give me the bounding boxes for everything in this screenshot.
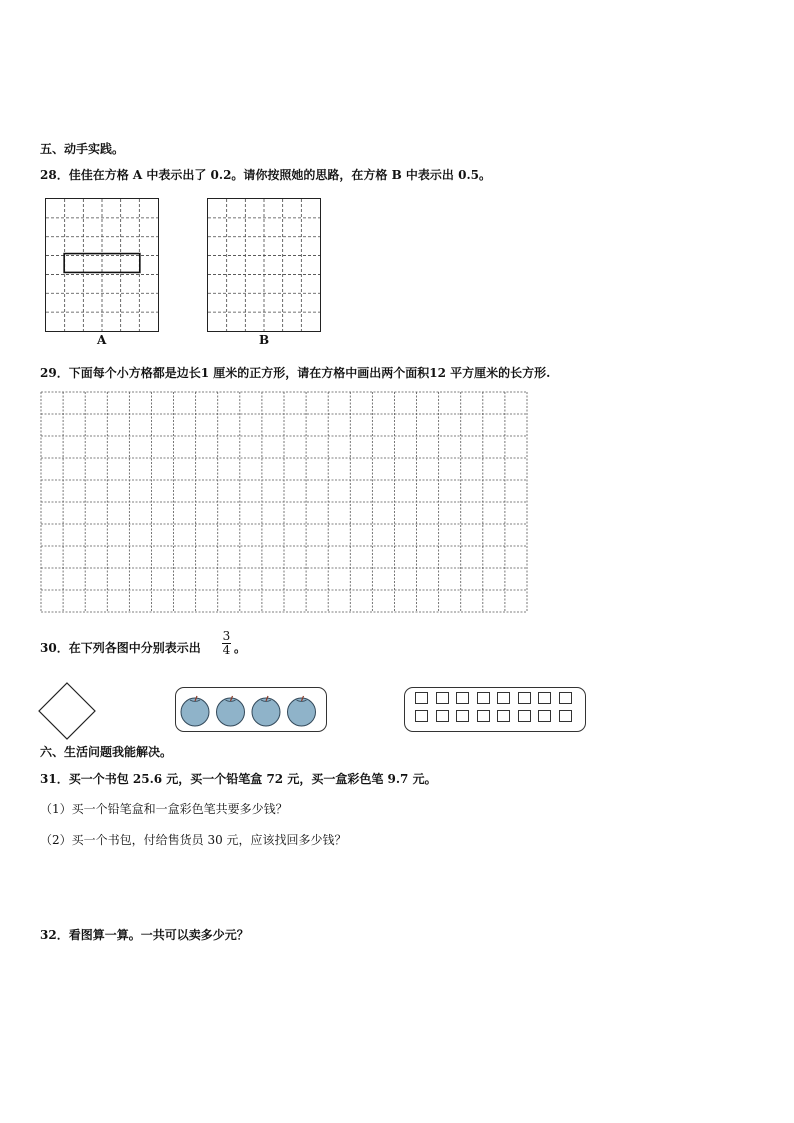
small-square[interactable] — [436, 692, 449, 704]
small-square[interactable] — [559, 710, 572, 722]
grid-b[interactable] — [207, 198, 321, 332]
fraction-three-quarters — [222, 630, 231, 657]
small-square[interactable] — [559, 692, 572, 704]
question-32-text: 32．看图算一算。一共可以卖多少元？ — [40, 928, 249, 942]
small-square[interactable] — [415, 692, 428, 704]
diamond-shape[interactable] — [37, 681, 99, 741]
small-square[interactable] — [538, 710, 551, 722]
apple-box[interactable] — [175, 687, 327, 732]
diamond-outline — [39, 683, 95, 739]
question-30-text-after: 。 — [234, 641, 247, 655]
drawing-grid[interactable] — [40, 391, 528, 613]
section-six-title: 六、生活问题我能解决。 — [40, 745, 173, 759]
apple-icon — [217, 696, 245, 726]
grid-a-label: A — [97, 333, 107, 347]
small-square[interactable] — [477, 692, 490, 704]
small-square[interactable] — [518, 692, 531, 704]
question-31-part-2: （2）买一个书包，付给售货员 30 元，应该找回多少钱？ — [40, 833, 347, 847]
grid-a-lines — [46, 199, 158, 331]
small-square[interactable] — [456, 692, 469, 704]
small-square[interactable] — [497, 692, 510, 704]
question-31-text: 31．买一个书包 25.6 元，买一个铅笔盒 72 元，买一盒彩色笔 9.7 元。 — [40, 772, 437, 786]
small-square[interactable] — [477, 710, 490, 722]
question-28-text: 28．佳佳在方格 A 中表示出了 0.2。请你按照她的思路，在方格 B 中表示出 0.5。 — [40, 168, 491, 182]
small-square[interactable] — [436, 710, 449, 722]
apple-row — [176, 688, 326, 731]
question-29-text: 29．下面每个小方格都是边长1 厘米的正方形，请在方格中画出两个面积12 平方厘米的长方形. — [40, 366, 551, 380]
fraction-denominator: 4 — [222, 643, 231, 657]
apple-icon — [252, 696, 280, 726]
square-box[interactable] — [404, 687, 586, 732]
fraction-numerator: 3 — [222, 629, 231, 643]
question-31-part-1: （1）买一个铅笔盒和一盒彩色笔共要多少钱？ — [40, 802, 288, 816]
small-square[interactable] — [497, 710, 510, 722]
small-square[interactable] — [415, 710, 428, 722]
small-square[interactable] — [456, 710, 469, 722]
small-square[interactable] — [538, 692, 551, 704]
section-five-title: 五、动手实践。 — [40, 142, 125, 156]
grid-b-lines — [208, 199, 320, 331]
grid-b-label: B — [259, 333, 270, 347]
grid-a[interactable] — [45, 198, 159, 332]
small-square[interactable] — [518, 710, 531, 722]
apple-icon — [181, 696, 209, 726]
question-30-text-before: 30．在下列各图中分别表示出 — [40, 641, 201, 655]
apple-icon — [288, 696, 316, 726]
